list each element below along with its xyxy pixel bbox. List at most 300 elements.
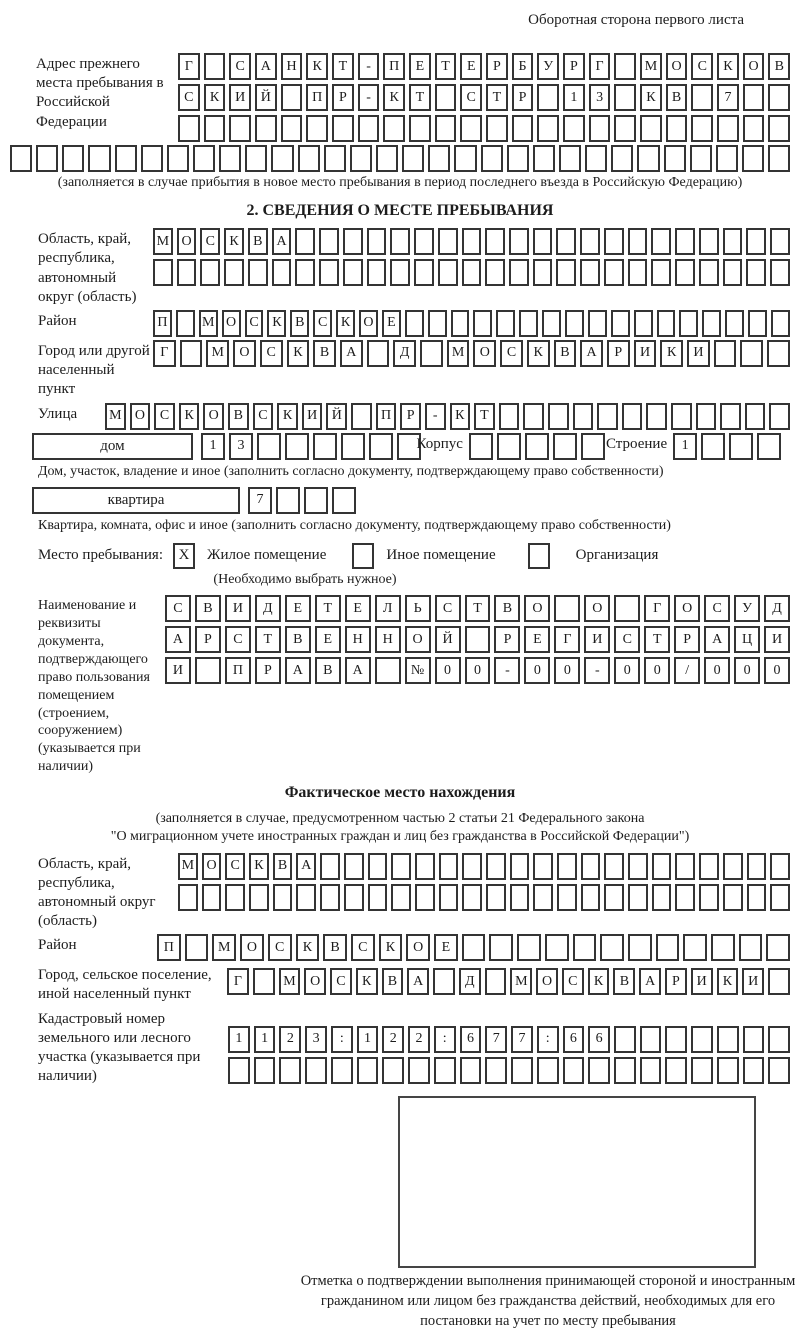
char-cell[interactable] — [768, 145, 790, 172]
char-cell[interactable]: К — [287, 340, 310, 367]
char-cell[interactable] — [711, 934, 735, 961]
char-cell[interactable] — [402, 145, 424, 172]
char-cell[interactable] — [581, 853, 601, 880]
char-cell[interactable] — [717, 1057, 739, 1084]
char-cell[interactable] — [675, 259, 695, 286]
char-cell[interactable] — [565, 310, 584, 337]
char-cell[interactable] — [358, 115, 380, 142]
char-cell[interactable] — [757, 433, 781, 460]
char-cell[interactable]: О — [405, 626, 431, 653]
char-cell[interactable] — [439, 884, 459, 911]
char-cell[interactable]: Ь — [405, 595, 431, 622]
char-cell[interactable] — [743, 115, 765, 142]
char-cell[interactable] — [320, 884, 340, 911]
char-cell[interactable] — [723, 259, 743, 286]
char-cell[interactable]: 0 — [554, 657, 580, 684]
char-cell[interactable] — [628, 884, 648, 911]
char-cell[interactable]: А — [340, 340, 363, 367]
char-cell[interactable] — [178, 884, 198, 911]
char-cell[interactable]: Е — [409, 53, 431, 80]
char-cell[interactable]: И — [165, 657, 191, 684]
char-cell[interactable]: 0 — [734, 657, 760, 684]
char-cell[interactable]: К — [640, 84, 662, 111]
char-cell[interactable]: С — [200, 228, 220, 255]
char-cell[interactable]: 0 — [524, 657, 550, 684]
char-cell[interactable] — [768, 1026, 790, 1053]
stay-option-inoe-checkbox[interactable] — [352, 543, 374, 569]
char-cell[interactable] — [88, 145, 110, 172]
char-cell[interactable]: О — [130, 403, 151, 430]
char-cell[interactable]: П — [157, 934, 181, 961]
char-cell[interactable] — [702, 310, 721, 337]
char-cell[interactable] — [581, 884, 601, 911]
char-cell[interactable]: А — [407, 968, 429, 995]
char-cell[interactable]: Р — [400, 403, 421, 430]
char-cell[interactable] — [628, 853, 648, 880]
char-cell[interactable]: И — [691, 968, 713, 995]
char-cell[interactable]: М — [153, 228, 173, 255]
char-cell[interactable] — [285, 433, 309, 460]
char-cell[interactable]: № — [405, 657, 431, 684]
char-cell[interactable] — [768, 968, 790, 995]
char-cell[interactable]: Р — [512, 84, 534, 111]
char-cell[interactable] — [742, 145, 764, 172]
char-cell[interactable]: К — [277, 403, 298, 430]
char-cell[interactable] — [248, 259, 268, 286]
char-cell[interactable]: И — [225, 595, 251, 622]
char-cell[interactable] — [533, 228, 553, 255]
char-cell[interactable] — [369, 433, 393, 460]
char-cell[interactable] — [180, 340, 203, 367]
char-cell[interactable] — [176, 310, 195, 337]
char-cell[interactable] — [739, 934, 763, 961]
char-cell[interactable]: 1 — [563, 84, 585, 111]
char-cell[interactable] — [332, 487, 356, 514]
char-cell[interactable] — [679, 310, 698, 337]
char-cell[interactable] — [245, 145, 267, 172]
char-cell[interactable]: К — [296, 934, 320, 961]
char-cell[interactable] — [224, 259, 244, 286]
char-cell[interactable] — [390, 259, 410, 286]
char-cell[interactable] — [743, 1026, 765, 1053]
char-cell[interactable] — [296, 884, 316, 911]
char-cell[interactable]: : — [434, 1026, 456, 1053]
char-cell[interactable]: С — [178, 84, 200, 111]
char-cell[interactable]: Д — [393, 340, 416, 367]
char-cell[interactable] — [357, 1057, 379, 1084]
char-cell[interactable]: К — [179, 403, 200, 430]
char-cell[interactable] — [368, 884, 388, 911]
char-cell[interactable]: К — [527, 340, 550, 367]
char-cell[interactable] — [652, 884, 672, 911]
char-cell[interactable] — [768, 1057, 790, 1084]
char-cell[interactable]: П — [153, 310, 172, 337]
char-cell[interactable]: Г — [178, 53, 200, 80]
char-cell[interactable]: М — [640, 53, 662, 80]
char-cell[interactable] — [597, 403, 618, 430]
char-cell[interactable] — [473, 310, 492, 337]
char-cell[interactable] — [585, 145, 607, 172]
char-cell[interactable] — [614, 53, 636, 80]
char-cell[interactable]: М — [105, 403, 126, 430]
char-cell[interactable] — [298, 145, 320, 172]
char-cell[interactable]: С — [225, 853, 245, 880]
char-cell[interactable] — [153, 259, 173, 286]
char-cell[interactable]: В — [195, 595, 221, 622]
char-cell[interactable] — [486, 853, 506, 880]
char-cell[interactable]: 2 — [382, 1026, 404, 1053]
char-cell[interactable]: 1 — [201, 433, 225, 460]
char-cell[interactable] — [415, 853, 435, 880]
char-cell[interactable]: Н — [345, 626, 371, 653]
char-cell[interactable] — [665, 1057, 687, 1084]
char-cell[interactable] — [420, 340, 443, 367]
char-cell[interactable]: Т — [644, 626, 670, 653]
char-cell[interactable] — [637, 145, 659, 172]
char-cell[interactable] — [367, 340, 390, 367]
char-cell[interactable] — [382, 1057, 404, 1084]
char-cell[interactable] — [10, 145, 32, 172]
char-cell[interactable]: - — [584, 657, 610, 684]
char-cell[interactable] — [768, 84, 790, 111]
char-cell[interactable] — [767, 340, 790, 367]
char-cell[interactable]: Й — [255, 84, 277, 111]
char-cell[interactable]: Т — [315, 595, 341, 622]
char-cell[interactable]: 6 — [563, 1026, 585, 1053]
char-cell[interactable]: 1 — [357, 1026, 379, 1053]
char-cell[interactable] — [281, 115, 303, 142]
stay-option-org-checkbox[interactable] — [528, 543, 550, 569]
char-cell[interactable]: С — [614, 626, 640, 653]
char-cell[interactable] — [699, 853, 719, 880]
char-cell[interactable] — [545, 934, 569, 961]
char-cell[interactable]: Г — [644, 595, 670, 622]
char-cell[interactable]: Т — [474, 403, 495, 430]
char-cell[interactable] — [295, 228, 315, 255]
char-cell[interactable] — [178, 115, 200, 142]
char-cell[interactable]: О — [674, 595, 700, 622]
char-cell[interactable] — [559, 145, 581, 172]
char-cell[interactable]: Й — [326, 403, 347, 430]
char-cell[interactable] — [434, 1057, 456, 1084]
char-cell[interactable] — [324, 145, 346, 172]
char-cell[interactable] — [279, 1057, 301, 1084]
char-cell[interactable]: У — [734, 595, 760, 622]
char-cell[interactable] — [699, 884, 719, 911]
char-cell[interactable]: Г — [589, 53, 611, 80]
char-cell[interactable]: Н — [375, 626, 401, 653]
char-cell[interactable] — [740, 340, 763, 367]
char-cell[interactable] — [611, 145, 633, 172]
char-cell[interactable] — [651, 259, 671, 286]
char-cell[interactable]: С — [245, 310, 264, 337]
char-cell[interactable] — [746, 228, 766, 255]
char-cell[interactable] — [675, 884, 695, 911]
char-cell[interactable] — [666, 115, 688, 142]
char-cell[interactable] — [604, 853, 624, 880]
char-cell[interactable]: 7 — [485, 1026, 507, 1053]
char-cell[interactable]: С — [691, 53, 713, 80]
char-cell[interactable]: С — [225, 626, 251, 653]
char-cell[interactable]: К — [660, 340, 683, 367]
char-cell[interactable]: К — [249, 853, 269, 880]
char-cell[interactable] — [717, 115, 739, 142]
char-cell[interactable]: К — [450, 403, 471, 430]
char-cell[interactable] — [537, 1057, 559, 1084]
char-cell[interactable] — [548, 403, 569, 430]
stay-option-zhiloe-checkbox[interactable]: X — [173, 543, 195, 569]
char-cell[interactable]: : — [537, 1026, 559, 1053]
char-cell[interactable]: В — [313, 340, 336, 367]
char-cell[interactable] — [497, 433, 521, 460]
char-cell[interactable]: А — [255, 53, 277, 80]
char-cell[interactable] — [320, 853, 340, 880]
char-cell[interactable] — [438, 228, 458, 255]
char-cell[interactable]: В — [228, 403, 249, 430]
char-cell[interactable] — [510, 884, 530, 911]
char-cell[interactable] — [390, 228, 410, 255]
char-cell[interactable] — [462, 934, 486, 961]
char-cell[interactable] — [185, 934, 209, 961]
char-cell[interactable]: И — [229, 84, 251, 111]
char-cell[interactable] — [553, 433, 577, 460]
char-cell[interactable]: О — [240, 934, 264, 961]
char-cell[interactable]: Е — [345, 595, 371, 622]
char-cell[interactable]: М — [510, 968, 532, 995]
char-cell[interactable] — [691, 1057, 713, 1084]
char-cell[interactable]: 1 — [228, 1026, 250, 1053]
char-cell[interactable] — [746, 259, 766, 286]
char-cell[interactable]: О — [743, 53, 765, 80]
char-cell[interactable] — [254, 1057, 276, 1084]
char-cell[interactable] — [533, 884, 553, 911]
char-cell[interactable]: П — [376, 403, 397, 430]
char-cell[interactable]: Р — [674, 626, 700, 653]
char-cell[interactable] — [454, 145, 476, 172]
char-cell[interactable] — [202, 884, 222, 911]
char-cell[interactable]: С — [500, 340, 523, 367]
char-cell[interactable] — [589, 115, 611, 142]
char-cell[interactable]: К — [717, 968, 739, 995]
char-cell[interactable] — [537, 115, 559, 142]
char-cell[interactable]: 0 — [764, 657, 790, 684]
char-cell[interactable] — [383, 115, 405, 142]
char-cell[interactable]: И — [764, 626, 790, 653]
char-cell[interactable] — [725, 310, 744, 337]
char-cell[interactable] — [451, 310, 470, 337]
char-cell[interactable] — [714, 340, 737, 367]
char-cell[interactable]: Т — [465, 595, 491, 622]
char-cell[interactable] — [375, 657, 401, 684]
char-cell[interactable]: О — [222, 310, 241, 337]
char-cell[interactable] — [614, 1057, 636, 1084]
char-cell[interactable]: К — [383, 84, 405, 111]
char-cell[interactable]: А — [580, 340, 603, 367]
char-cell[interactable] — [556, 228, 576, 255]
char-cell[interactable] — [691, 1026, 713, 1053]
char-cell[interactable]: И — [634, 340, 657, 367]
char-cell[interactable] — [557, 884, 577, 911]
char-cell[interactable] — [533, 853, 553, 880]
char-cell[interactable] — [747, 853, 767, 880]
char-cell[interactable] — [249, 884, 269, 911]
char-cell[interactable]: А — [165, 626, 191, 653]
char-cell[interactable]: О — [177, 228, 197, 255]
char-cell[interactable] — [622, 403, 643, 430]
char-cell[interactable] — [640, 1026, 662, 1053]
char-cell[interactable] — [276, 487, 300, 514]
char-cell[interactable]: Р — [494, 626, 520, 653]
char-cell[interactable]: 1 — [254, 1026, 276, 1053]
char-cell[interactable] — [699, 228, 719, 255]
char-cell[interactable]: С — [268, 934, 292, 961]
char-cell[interactable]: М — [447, 340, 470, 367]
char-cell[interactable] — [344, 884, 364, 911]
char-cell[interactable] — [510, 853, 530, 880]
char-cell[interactable] — [743, 1057, 765, 1084]
char-cell[interactable]: Д — [255, 595, 281, 622]
char-cell[interactable]: Р — [486, 53, 508, 80]
char-cell[interactable] — [391, 853, 411, 880]
char-cell[interactable]: С — [253, 403, 274, 430]
char-cell[interactable]: А — [345, 657, 371, 684]
char-cell[interactable] — [204, 115, 226, 142]
char-cell[interactable]: А — [296, 853, 316, 880]
char-cell[interactable]: К — [336, 310, 355, 337]
char-cell[interactable]: С — [562, 968, 584, 995]
char-cell[interactable]: 0 — [465, 657, 491, 684]
char-cell[interactable] — [533, 145, 555, 172]
char-cell[interactable]: В — [248, 228, 268, 255]
char-cell[interactable] — [651, 228, 671, 255]
char-cell[interactable] — [542, 310, 561, 337]
char-cell[interactable]: П — [225, 657, 251, 684]
char-cell[interactable]: В — [290, 310, 309, 337]
char-cell[interactable] — [573, 403, 594, 430]
char-cell[interactable]: Е — [524, 626, 550, 653]
char-cell[interactable] — [723, 853, 743, 880]
char-cell[interactable] — [273, 884, 293, 911]
char-cell[interactable]: 0 — [644, 657, 670, 684]
char-cell[interactable] — [507, 145, 529, 172]
char-cell[interactable] — [228, 1057, 250, 1084]
char-cell[interactable]: Д — [459, 968, 481, 995]
char-cell[interactable] — [499, 403, 520, 430]
char-cell[interactable] — [115, 145, 137, 172]
char-cell[interactable]: А — [285, 657, 311, 684]
char-cell[interactable] — [696, 403, 717, 430]
char-cell[interactable]: 2 — [279, 1026, 301, 1053]
char-cell[interactable] — [485, 1057, 507, 1084]
char-cell[interactable]: И — [584, 626, 610, 653]
char-cell[interactable] — [771, 310, 790, 337]
char-cell[interactable]: А — [639, 968, 661, 995]
char-cell[interactable]: О — [524, 595, 550, 622]
char-cell[interactable] — [331, 1057, 353, 1084]
char-cell[interactable]: В — [273, 853, 293, 880]
char-cell[interactable] — [604, 259, 624, 286]
char-cell[interactable]: В — [554, 340, 577, 367]
char-cell[interactable]: А — [704, 626, 730, 653]
char-cell[interactable]: Р — [665, 968, 687, 995]
char-cell[interactable] — [489, 934, 513, 961]
char-cell[interactable]: 6 — [460, 1026, 482, 1053]
char-cell[interactable]: В — [382, 968, 404, 995]
char-cell[interactable] — [588, 310, 607, 337]
char-cell[interactable] — [614, 1026, 636, 1053]
char-cell[interactable] — [646, 403, 667, 430]
char-cell[interactable] — [460, 115, 482, 142]
char-cell[interactable]: Е — [434, 934, 458, 961]
char-cell[interactable]: Й — [435, 626, 461, 653]
char-cell[interactable]: М — [178, 853, 198, 880]
char-cell[interactable] — [729, 433, 753, 460]
char-cell[interactable] — [652, 853, 672, 880]
char-cell[interactable]: Г — [153, 340, 176, 367]
char-cell[interactable]: С — [154, 403, 175, 430]
char-cell[interactable] — [573, 934, 597, 961]
char-cell[interactable]: Р — [332, 84, 354, 111]
char-cell[interactable]: 3 — [305, 1026, 327, 1053]
char-cell[interactable]: М — [212, 934, 236, 961]
char-cell[interactable]: Т — [486, 84, 508, 111]
char-cell[interactable] — [253, 968, 275, 995]
char-cell[interactable] — [614, 595, 640, 622]
char-cell[interactable] — [141, 145, 163, 172]
char-cell[interactable]: У — [537, 53, 559, 80]
char-cell[interactable]: И — [687, 340, 710, 367]
char-cell[interactable] — [580, 228, 600, 255]
char-cell[interactable] — [271, 145, 293, 172]
char-cell[interactable] — [177, 259, 197, 286]
char-cell[interactable]: Р — [607, 340, 630, 367]
char-cell[interactable] — [509, 228, 529, 255]
char-cell[interactable] — [485, 228, 505, 255]
char-cell[interactable]: М — [199, 310, 218, 337]
char-cell[interactable] — [512, 115, 534, 142]
char-cell[interactable]: : — [331, 1026, 353, 1053]
char-cell[interactable] — [770, 853, 790, 880]
char-cell[interactable]: Т — [409, 84, 431, 111]
char-cell[interactable] — [614, 115, 636, 142]
char-cell[interactable]: И — [302, 403, 323, 430]
char-cell[interactable] — [319, 228, 339, 255]
char-cell[interactable] — [675, 853, 695, 880]
char-cell[interactable] — [716, 145, 738, 172]
char-cell[interactable] — [255, 115, 277, 142]
char-cell[interactable] — [332, 115, 354, 142]
char-cell[interactable]: О — [536, 968, 558, 995]
char-cell[interactable] — [376, 145, 398, 172]
char-cell[interactable]: Р — [563, 53, 585, 80]
char-cell[interactable]: К — [717, 53, 739, 80]
char-cell[interactable] — [408, 1057, 430, 1084]
char-cell[interactable] — [657, 310, 676, 337]
char-cell[interactable] — [614, 84, 636, 111]
char-cell[interactable] — [306, 115, 328, 142]
char-cell[interactable]: В — [768, 53, 790, 80]
char-cell[interactable]: М — [279, 968, 301, 995]
char-cell[interactable] — [344, 853, 364, 880]
char-cell[interactable]: 3 — [589, 84, 611, 111]
char-cell[interactable]: В — [285, 626, 311, 653]
char-cell[interactable]: К — [379, 934, 403, 961]
char-cell[interactable]: С — [330, 968, 352, 995]
char-cell[interactable] — [460, 1057, 482, 1084]
char-cell[interactable] — [415, 884, 435, 911]
char-cell[interactable]: О — [304, 968, 326, 995]
char-cell[interactable] — [770, 259, 790, 286]
